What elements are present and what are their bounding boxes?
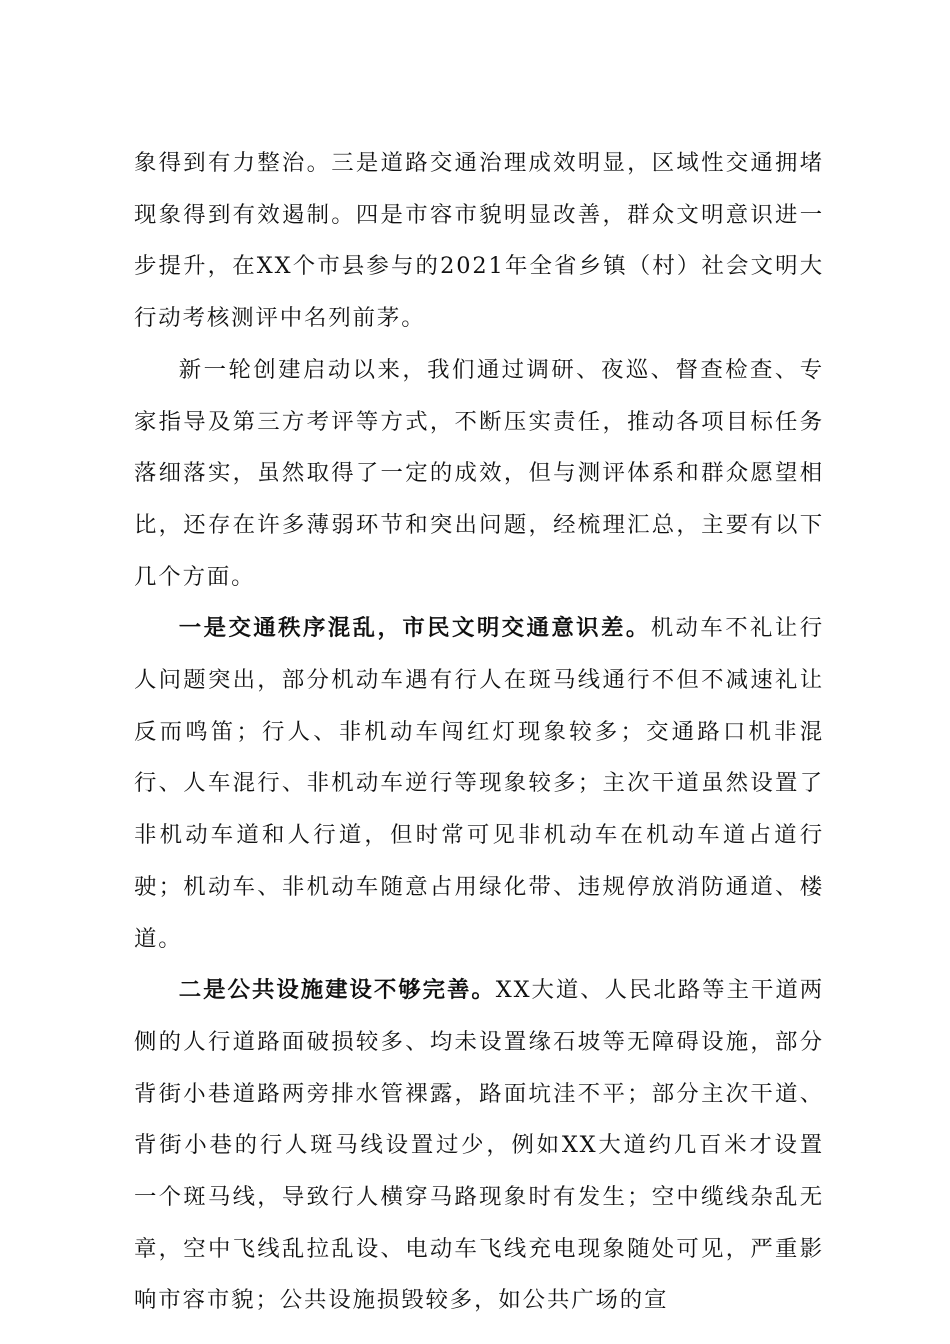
body-text	[134, 138, 824, 1327]
paragraph-4	[134, 965, 824, 1327]
paragraph-3-lead: 一是交通秩序混乱，市民文明交通意识差。	[178, 615, 651, 642]
paragraph-3-text: 机动车不礼让行人问题突出，部分机动车遇有行人在斑马线通行不但不减速礼让反而鸣笛；行人、非机动车闯红灯现象较多；交通路口机非混行、人车混行、非机动车逆行等现象较多；主次干道虽然设置了非机动车道和人行道，但时常可见非机动车在机动车道占道行驶；机动车、非机动车随意占用绿化带、违规停放消防通道、楼道。	[134, 615, 824, 952]
paragraph-3	[134, 603, 824, 965]
paragraph-1	[134, 138, 824, 345]
paragraph-1-text: 象得到有力整治。三是道路交通治理成效明显，区域性交通拥堵现象得到有效遏制。四是市容市貌明显改善，群众文明意识进一步提升，在XX个市县参与的2021年全省乡镇（村）社会文明大行动考核测评中名列前茅。	[134, 150, 824, 332]
paragraph-2-text: 新一轮创建启动以来，我们通过调研、夜巡、督查检查、专家指导及第三方考评等方式，不断压实责任，推动各项目标任务落细落实，虽然取得了一定的成效，但与测评体系和群众愿望相比，还存在许多薄弱环节和突出问题，经梳理汇总，主要有以下几个方面。	[134, 356, 824, 590]
paragraph-4-text: XX大道、人民北路等主干道两侧的人行道路面破损较多、均未设置缘石坡等无障碍设施，部分背街小巷道路两旁排水管裸露，路面坑洼不平；部分主次干道、背街小巷的行人斑马线设置过少，例如XX大道约几百米才设置一个斑马线，导致行人横穿马路现象时有发生；空中缆线杂乱无章，空中飞线乱拉乱设、电动车飞线充电现象随处可见，严重影响市容市貌；公共设施损毁较多，如公共广场的宣	[134, 977, 824, 1314]
paragraph-2	[134, 345, 824, 604]
paragraph-4-lead: 二是公共设施建设不够完善。	[178, 977, 496, 1004]
